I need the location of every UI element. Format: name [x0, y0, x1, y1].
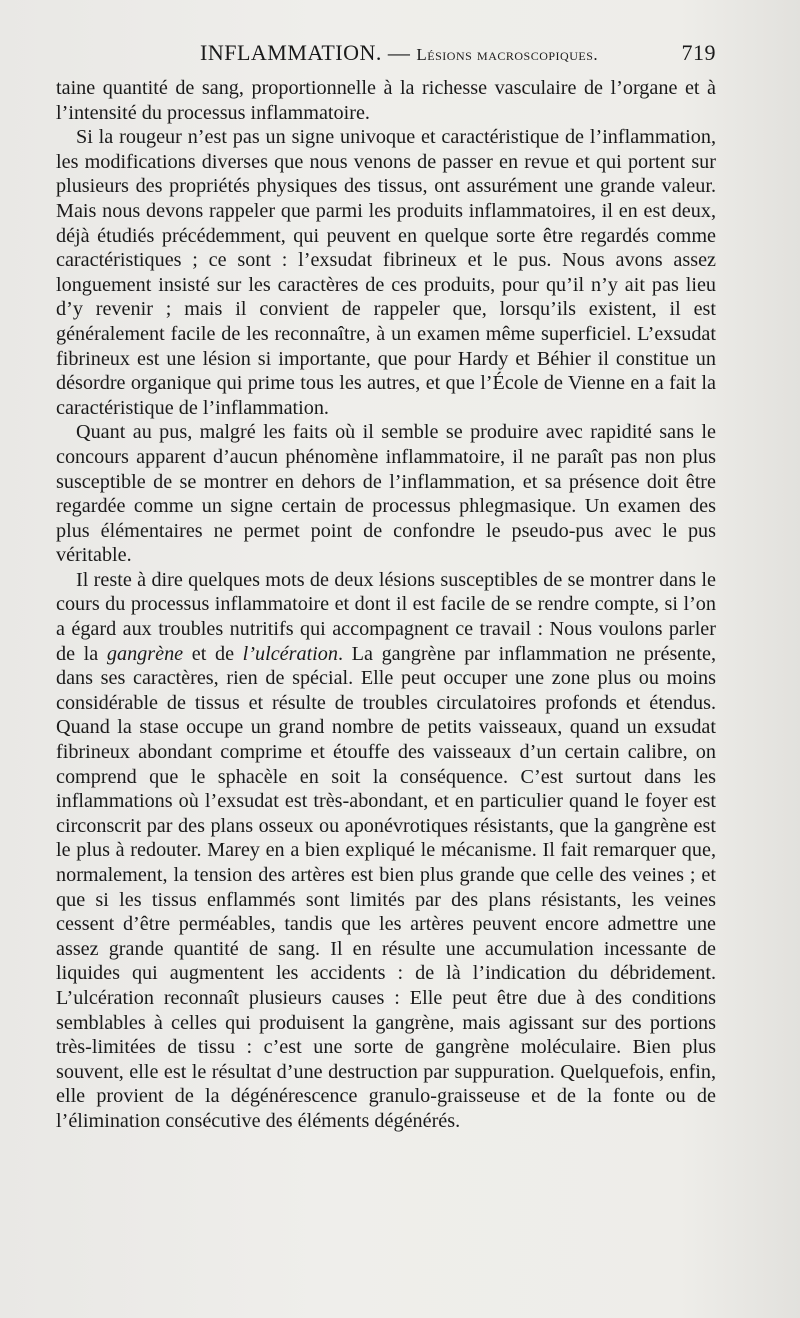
page-number: 719 — [681, 40, 716, 65]
body-text — [56, 76, 716, 1134]
paragraph-4-part-2: et de — [183, 642, 243, 665]
running-header — [56, 40, 716, 72]
term-gangrene: gangrène — [106, 642, 184, 665]
paragraph-4-part-3: . La gangrène par inflammation ne présente, dans ses caractères, rien de spécial. Elle peut occuper une zone plus ou moins considérable de tissus et résulte de troubles circulatoires profonds et étendus. Quand la stase occupe un grand nombre de petits vaisseaux, quand un exsudat fibrineux abondant comprime et étouffe des vaisseaux d’un certain calibre, on comprend que le sphacèle en soit la conséquence. C’est surtout dans les inflammations où l’exsudat est très-abondant, et en particulier quand le foyer est circonscrit par des plans osseux ou aponévrotiques résistants, que la gangrène est le plus à redouter. Marey en a bien expliqué le mécanisme. Il fait remarquer que, normalement, la tension des artères est bien plus grande que celle des veines ; et que si les tissus enflammés sont limités par des plans résistants, les veines cessent d’être perméables, tandis que les artères peuvent encore admettre une assez grande quantité de sang. Il en résulte une accumulation incessante de liquides qui augmentent les accidents : de là l’indication du débridement. L’ulcération reconnaît plusieurs causes : Elle peut être due à des conditions semblables à celles qui produisent la gangrène, mais agissant sur des portions très-limitées de tissu : c’est une sorte de gangrène moléculaire. Bien plus souvent, elle est le résultat d’une destruction par suppuration. Quelquefois, enfin, elle provient de la dégénérescence granulo-graisseuse et de la fonte ou de l’élimination consécutive des éléments dégénérés. — [56, 642, 716, 1132]
running-title-main: INFLAMMATION. — — [200, 40, 417, 65]
term-ulceration: l’ulcération — [242, 642, 338, 665]
paragraph-rougeur: Si la rougeur n’est pas un signe univoque et caractéristique de l’inflammation, les modifications diverses que nous venons de passer en revue et qui portent sur plusieurs des propriétés physiques des tissus, ont assurément une grande valeur. Mais nous devons rappeler que parmi les produits inflammatoires, il en est deux, déjà étudiés précédemment, qui peuvent en quelque sorte être regardés comme caractéristiques ; ce sont : l’exsudat fibrineux et le pus. Nous avons assez longuement insisté sur les caractères de ces produits, pour qu’il n’y ait pas lieu d’y revenir ; mais il convient de rappeler que, lorsqu’ils existent, il est généralement facile de les reconnaître, à un examen même superficiel. L’exsudat fibrineux est une lésion si importante, que pour Hardy et Béhier il constitue un désordre organique qui prime tous les autres, et que l’École de Vienne en a fait la caractéristique de l’inflammation. — [56, 126, 716, 419]
paragraph-gangrene-ulceration — [56, 568, 716, 1134]
paragraph-4-part-1: Il reste à dire quelques mots de deux lésions susceptibles de se montrer dans le cours du processus inflammatoire et dont il est facile de se rendre compte, si l’on a égard aux troubles nutritifs qui accompagnent ce travail : Nous voulons parler de la — [56, 568, 716, 665]
paragraph-pus: Quant au pus, malgré les faits où il semble se produire avec rapidité sans le concours apparent d’aucun phénomène inflammatoire, il ne paraît pas non plus susceptible de se montrer en dehors de l’inflammation, et sa présence doit être regardée comme un signe certain de processus phlegmasique. Un examen des plus élémentaires ne permet point de confondre le pseudo-pus avec le pus véritable. — [56, 421, 716, 567]
running-title — [200, 40, 598, 66]
running-title-sub: Lésions macroscopiques. — [416, 45, 599, 64]
paragraph-continuation: taine quantité de sang, proportionnelle à la richesse vasculaire de l’organe et à l’intensité du processus inflammatoire. — [56, 77, 716, 124]
